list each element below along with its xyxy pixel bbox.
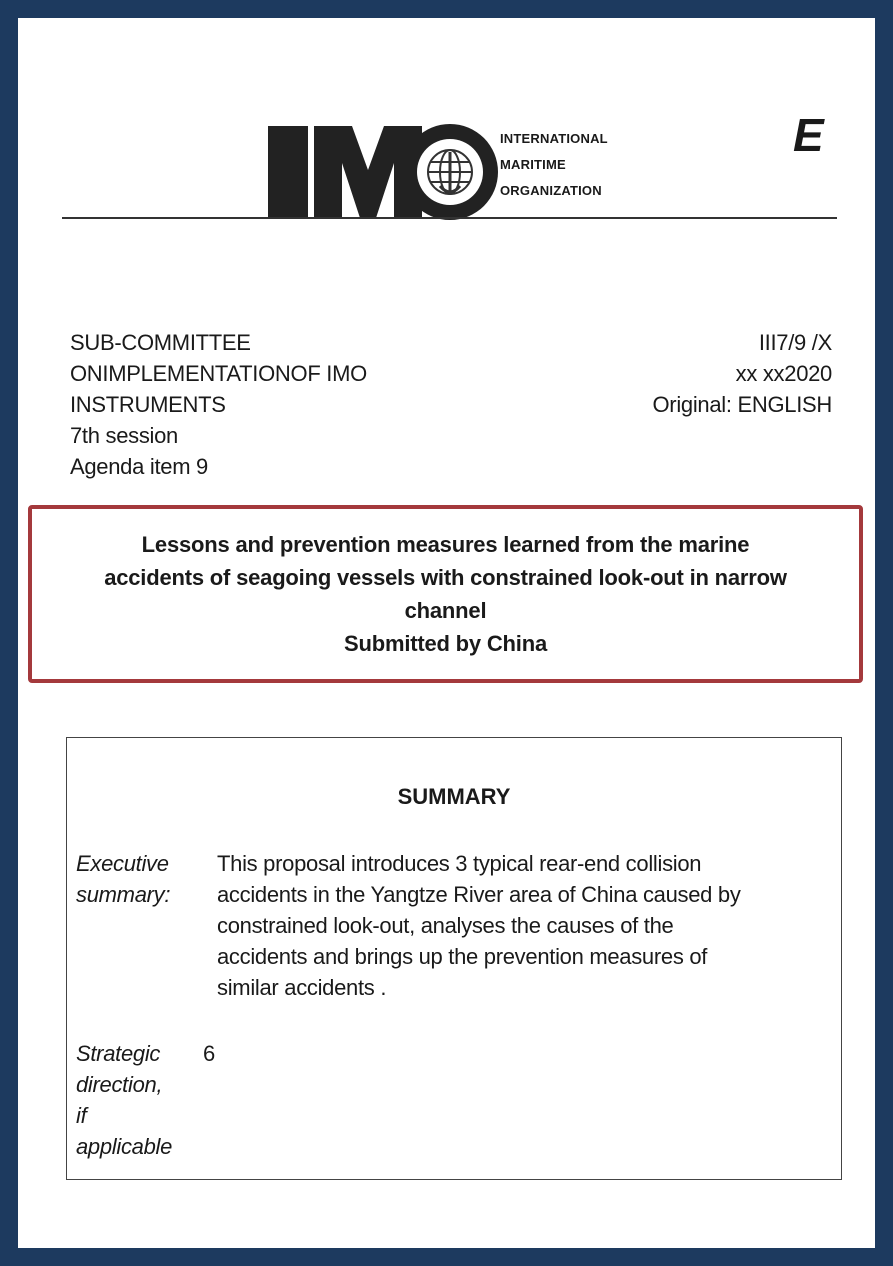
strategic-label-line-4: applicable [76, 1134, 173, 1159]
session-line: 7th session [70, 423, 178, 448]
strategic-direction-value: 6 [203, 1041, 215, 1066]
strategic-label-line-1: Strategic [76, 1041, 161, 1066]
executive-label-line-1: Executive [76, 851, 169, 876]
committee-info [70, 327, 367, 482]
title-line-2: accidents of seagoing vessels with constrained look-out in narrow [104, 565, 787, 590]
agenda-item-line: Agenda item 9 [70, 454, 208, 479]
organization-name [500, 126, 608, 204]
executive-label-line-2: summary: [76, 882, 171, 907]
committee-line-3: INSTRUMENTS [70, 392, 226, 417]
committee-line-2: ONIMPLEMENTATIONOF IMO [70, 361, 367, 386]
document-page [18, 18, 875, 1248]
org-line-1: INTERNATIONAL [500, 131, 608, 146]
committee-line-1: SUB-COMMITTEE [70, 330, 251, 355]
document-date: xx xx2020 [735, 361, 832, 386]
imo-logo [268, 118, 503, 228]
header-divider [62, 217, 837, 219]
document-symbol: III7/9 /X [758, 330, 832, 355]
title-line-3: channel [404, 598, 487, 623]
document-reference [652, 327, 832, 420]
document-title-box [28, 505, 863, 683]
strategic-direction-label [76, 1038, 186, 1162]
executive-text-line-4: accidents and brings up the prevention measures of [217, 944, 708, 969]
summary-heading: SUMMARY [397, 784, 511, 809]
title-line-1: Lessons and prevention measures learned from the marine [141, 532, 750, 557]
executive-summary-text [217, 848, 827, 1003]
executive-text-line-5: similar accidents . [217, 975, 387, 1000]
strategic-label-line-2: direction, [76, 1072, 163, 1097]
executive-summary-label [76, 848, 201, 910]
org-line-3: ORGANIZATION [500, 183, 602, 198]
strategic-label-line-3: if [76, 1103, 87, 1128]
executive-text-line-1: This proposal introduces 3 typical rear-end collision [217, 851, 702, 876]
original-language: Original: ENGLISH [652, 392, 832, 417]
summary-box [66, 737, 842, 1180]
executive-text-line-3: constrained look-out, analyses the causes of the [217, 913, 674, 938]
globe-anchor-emblem-icon [428, 150, 472, 194]
executive-text-line-2: accidents in the Yangtze River area of China caused by [217, 882, 741, 907]
language-mark: E [793, 109, 824, 161]
submitted-by: Submitted by China [344, 631, 547, 656]
org-line-2: MARITIME [500, 157, 566, 172]
